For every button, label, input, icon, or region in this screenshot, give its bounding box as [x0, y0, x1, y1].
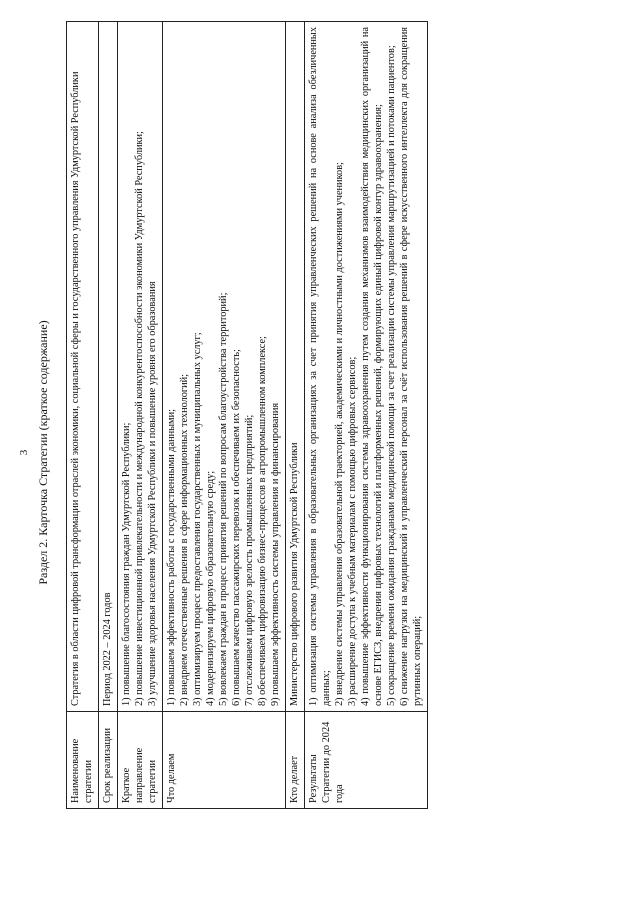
content-line: 5) вовлекаем граждан в процесс принятия решений по вопросам благоустройства территорий;: [218, 292, 229, 706]
content-line: 8) обеспечиваем цифровизацию бизнес-процессов в агропромышленном комплексе;: [257, 336, 268, 706]
content-line: 2) внедряем отечественные решения в сфере информационных технологий;: [179, 374, 190, 706]
content-line: 1) оптимизация системы управления в образовательных организациях за счет принятия управленческих решений на основе анализа обезличенных данных;: [308, 27, 332, 706]
row-content: [305, 22, 428, 712]
page-number: 3: [18, 449, 30, 456]
content-line: Период 2022 – 2024 годов: [102, 592, 113, 706]
content-line: Стратегия в области цифровой трансформации отраслей экономики, социальной сферы и государственного управления Удмуртской Республики: [70, 71, 81, 706]
section-title: Раздел 2. Карточка Стратегии (краткое содержание): [36, 320, 50, 585]
content-line: 3) улучшение здоровья населения Удмуртской Республики и повышение уровня его образования: [147, 281, 158, 706]
table-row: [305, 22, 428, 809]
strategy-card-table: [66, 21, 428, 809]
row-label: Наименование стратегии: [67, 712, 99, 809]
table-row: [67, 22, 99, 809]
content-line: 4) модернизируем цифровую образовательную среду;: [205, 470, 216, 706]
content-line: Министерство цифрового развития Удмуртской Республики: [289, 442, 300, 706]
row-content: [67, 22, 99, 712]
content-line: 3) оптимизируем процесс предоставления государственных и муниципальных услуг;: [192, 332, 203, 706]
table-row: [118, 22, 163, 809]
content-line: 1) повышаем эффективность работы с государственными данными;: [166, 409, 177, 706]
table-row: [286, 22, 305, 809]
row-label: Срок реализации: [99, 712, 118, 809]
content-line: 3) расширение доступа к учебным материалам с помощью цифровых сервисов;: [347, 356, 358, 706]
content-line: 1) повышение благосостояния граждан Удмуртской Республики;: [121, 422, 132, 706]
content-line: 7) отслеживаем цифровую зрелость промышленных предприятий;: [244, 414, 255, 706]
content-line: 6) снижение нагрузки на медицинский и управленческий персонал за счёт использования решений в сфере искусственного интеллекта для сокращения рутинных операций;: [399, 27, 423, 706]
row-label: Что делаем: [163, 712, 286, 809]
content-line: 2) повышение инвестиционной привлекательности и международной конкурентоспособности экономики Удмуртской Республики;: [134, 131, 145, 706]
content-line: 9) повышаем эффективность системы управления и финансирования: [270, 402, 281, 706]
content-line: 2) внедрение системы управления образовательной траекторией, академическими и личностными достижениями учеников;: [334, 162, 345, 706]
row-label: Результаты Стратегии до 2024 года: [305, 712, 428, 809]
table-row: [99, 22, 118, 809]
row-content: [286, 22, 305, 712]
row-label: Кто делает: [286, 712, 305, 809]
table-row: [163, 22, 286, 809]
row-content: [118, 22, 163, 712]
row-content: [99, 22, 118, 712]
content-line: 5) сокращение времени ожидания гражданами медицинской помощи за счет реализации системы управления маршрутизацией и потоками пациентов;: [386, 45, 397, 706]
row-label: Краткое направление стратегии: [118, 712, 163, 809]
row-content: [163, 22, 286, 712]
content-line: 6) повышаем качество пассажирских перевозок и обеспечиваем их безопасность;: [231, 349, 242, 706]
content-line: 4) повышение эффективности функционирования системы здравоохранения путем создания механизмов взаимодействия медицинских организаций на основе ЕГИСЗ, внедрения цифровых технологий и платформенных решений, формирующих единый цифровой контур здравоохранения;: [360, 27, 384, 706]
